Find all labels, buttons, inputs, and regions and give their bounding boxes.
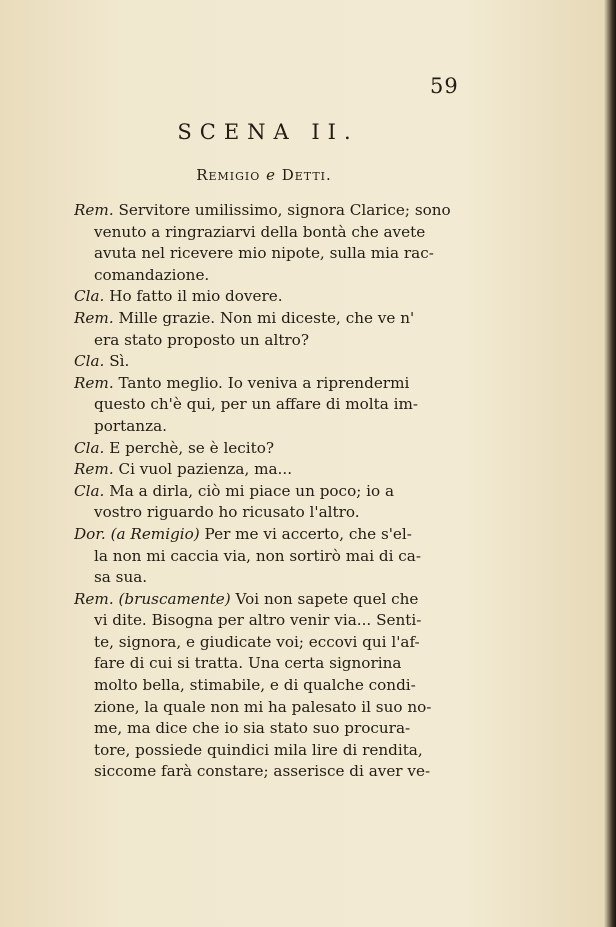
line-text: venuto a ringraziarvi della bontà che avete: [94, 222, 426, 241]
continuation-line: [74, 394, 466, 416]
line-text: Mille grazie. Non mi diceste, che ve n': [118, 308, 415, 327]
speaker-label: Rem.: [74, 373, 114, 392]
line-text: sa sua.: [94, 568, 148, 587]
continuation-line: [74, 222, 466, 244]
line-text: fare di cui si tratta. Una certa signorina: [94, 654, 402, 673]
line-text: me, ma dice che io sia stato suo procura-: [94, 719, 411, 738]
line-text: la non mi caccia via, non sortirò mai di ca-: [94, 546, 421, 565]
continuation-line: [74, 632, 466, 654]
continuation-line: [74, 330, 466, 352]
speaker-label: Cla.: [74, 287, 105, 306]
continuation-line: [74, 265, 466, 287]
character-name: Remigio: [196, 166, 261, 184]
speech-line: [74, 286, 466, 308]
line-text: Servitore umilissimo, signora Clarice; sono: [118, 201, 451, 219]
speaker-label: Rem.: [74, 589, 114, 608]
speaker-label: Cla.: [74, 352, 105, 371]
scene-characters: [0, 166, 528, 184]
scene-title: SCENA II.: [177, 120, 359, 144]
line-text: te, signora, e giudicate voi; eccovi qui l'af-: [94, 632, 420, 651]
line-text: siccome farà constare; asserisce di aver ve-: [94, 762, 431, 781]
speech-line: [74, 459, 466, 481]
continuation-line: [74, 610, 466, 632]
line-text: comandazione.: [94, 265, 210, 284]
speech-line: [74, 524, 466, 546]
continuation-line: [74, 740, 466, 762]
continuation-line: [74, 675, 466, 697]
continuation-line: [74, 697, 466, 719]
line-text: molto bella, stimabile, e di qualche condi-: [94, 676, 416, 695]
line-text: Per me vi accerto, che s'el-: [204, 524, 412, 543]
continuation-line: [74, 761, 466, 783]
speech-line: [74, 351, 466, 373]
characters-conjunction: e: [266, 166, 276, 184]
line-text: vi dite. Bisogna per altro venir via... Senti-: [94, 611, 422, 630]
dialogue-text: [74, 200, 466, 783]
continuation-line: [74, 416, 466, 438]
speaker-label: Rem.: [74, 460, 114, 479]
speech-line: [74, 308, 466, 330]
line-text: portanza.: [94, 416, 167, 435]
continuation-line: [74, 243, 466, 265]
speech-line: [74, 481, 466, 503]
line-text: Sì.: [109, 352, 130, 371]
line-text: vostro riguardo ho ricusato l'altro.: [94, 503, 360, 522]
continuation-line: [74, 653, 466, 675]
continuation-line: [74, 567, 466, 589]
speaker-label: Cla.: [74, 438, 105, 457]
speech-line: [74, 438, 466, 460]
line-text: E perchè, se è lecito?: [109, 438, 275, 457]
speaker-label: Rem.: [74, 201, 114, 219]
stage-direction: (a Remigio): [110, 524, 200, 543]
line-text: era stato proposto un altro?: [94, 330, 309, 349]
stage-direction: (bruscamente): [118, 589, 231, 608]
page-edge-shadow: [604, 0, 616, 927]
speech-line: [74, 589, 466, 611]
continuation-line: [74, 546, 466, 568]
speaker-label: Rem.: [74, 308, 114, 327]
line-text: questo ch'è qui, per un affare di molta im-: [94, 395, 419, 414]
speaker-label: Dor.: [74, 524, 106, 543]
continuation-line: [74, 718, 466, 740]
line-text: zione, la quale non mi ha palesato il suo no-: [94, 697, 432, 716]
line-text: avuta nel ricevere mio nipote, sulla mia rac-: [94, 244, 434, 263]
line-text: Ho fatto il mio dovere.: [109, 287, 283, 306]
speaker-label: Cla.: [74, 481, 105, 500]
line-text: tore, possiede quindici mila lire di rendita,: [94, 740, 423, 759]
character-name: Detti.: [281, 166, 332, 184]
line-text: Ci vuol pazienza, ma...: [118, 460, 293, 479]
speech-line: [74, 200, 466, 222]
line-text: Ma a dirla, ciò mi piace un poco; io a: [109, 481, 395, 500]
line-text: Tanto meglio. Io veniva a riprendermi: [118, 373, 410, 392]
page-number: 59: [430, 74, 459, 98]
continuation-line: [74, 502, 466, 524]
line-text: Voi non sapete quel che: [235, 589, 419, 608]
speech-line: [74, 373, 466, 395]
